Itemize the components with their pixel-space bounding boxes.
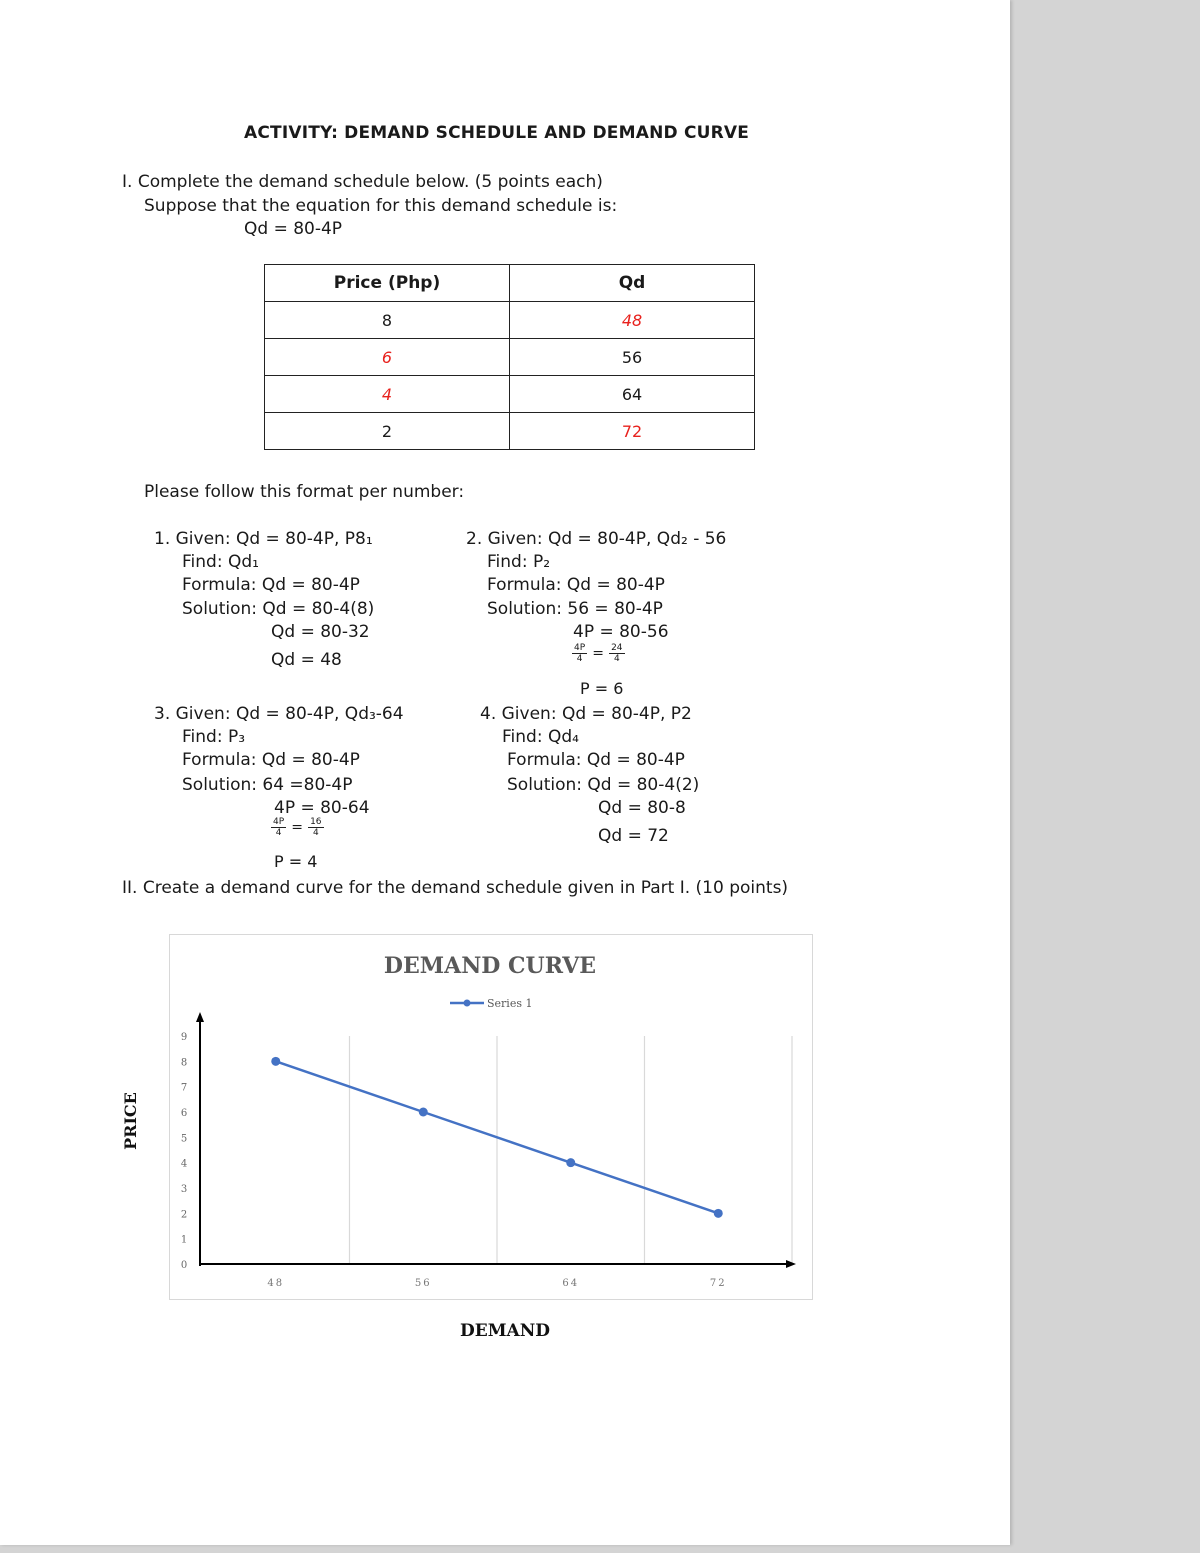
problem3-given: 3. Given: Qd = 80-4P, Qd₃-64 (154, 704, 404, 724)
problem4-given: 4. Given: Qd = 80-4P, P2 (480, 704, 692, 724)
column-header-price: Price (Php) (265, 265, 510, 302)
x-axis-label: DEMAND (460, 1321, 550, 1341)
y-tick-label: 2 (180, 1209, 188, 1221)
fraction-denominator: 4 (576, 654, 583, 664)
problem3-result: P = 4 (274, 852, 318, 871)
y-axis-arrow-icon (196, 1012, 204, 1022)
chart-title: DEMAND CURVE (383, 953, 597, 979)
legend-label: Series 1 (487, 997, 533, 1010)
data-point (566, 1158, 575, 1167)
problem1-result: Qd = 48 (271, 650, 342, 670)
y-tick-label: 9 (180, 1032, 188, 1043)
y-tick-label: 5 (180, 1133, 188, 1145)
problem1-find: Find: Qd₁ (182, 552, 259, 572)
part1-instruction: Suppose that the equation for this demand schedule is: (144, 196, 618, 216)
x-tick-label: 64 (562, 1278, 580, 1289)
problem2-formula: Formula: Qd = 80-4P (487, 575, 665, 595)
problem4-find: Find: Qd₄ (502, 727, 579, 747)
fraction-denominator: 4 (275, 828, 282, 838)
y-tick-label: 4 (180, 1158, 188, 1170)
chart-legend (450, 997, 532, 1010)
y-tick-label: 8 (180, 1057, 188, 1069)
format-note: Please follow this format per number: (144, 482, 465, 502)
problem1-step: Qd = 80-32 (271, 622, 370, 642)
price-answer-cell: 6 (265, 339, 510, 376)
y-tick-labels (181, 1032, 187, 1271)
column-header-qd: Qd (510, 265, 755, 302)
problem2-step: 4P = 80-56 (573, 622, 669, 642)
x-tick-labels (267, 1278, 726, 1289)
fraction-numerator: 4P (273, 817, 285, 827)
price-cell: 2 (265, 413, 510, 450)
qd-cell: 56 (510, 339, 755, 376)
y-tick-label: 3 (180, 1184, 188, 1195)
equals-sign: = (592, 645, 604, 662)
legend-marker (464, 1000, 471, 1007)
qd-answer-cell: 48 (510, 302, 755, 339)
problem1-solution: Solution: Qd = 80-4(8) (182, 599, 375, 619)
page-title: ACTIVITY: DEMAND SCHEDULE AND DEMAND CURVE (244, 123, 750, 143)
data-point (714, 1209, 723, 1218)
data-point (271, 1057, 280, 1066)
equals-sign: = (291, 819, 303, 836)
problem4-formula: Formula: Qd = 80-4P (507, 750, 685, 770)
fraction-denominator: 4 (312, 828, 319, 838)
chart-axes (196, 1012, 796, 1268)
fraction-numerator: 4P (574, 643, 586, 653)
problem2-given: 2. Given: Qd = 80-4P, Qd₂ - 56 (466, 529, 727, 549)
problem1-formula: Formula: Qd = 80-4P (182, 575, 360, 595)
problem2-solution: Solution: 56 = 80-4P (487, 599, 663, 619)
problem2-find: Find: P₂ (487, 552, 551, 572)
data-point (419, 1108, 428, 1117)
fraction-numerator: 16 (310, 817, 322, 827)
problem2-result: P = 6 (580, 679, 624, 698)
problem3-formula: Formula: Qd = 80-4P (182, 750, 360, 770)
x-tick-label: 48 (267, 1278, 285, 1289)
fraction-numerator: 24 (611, 643, 623, 653)
price-answer-cell: 4 (265, 376, 510, 413)
y-tick-label: 6 (180, 1108, 188, 1119)
x-tick-label: 56 (414, 1278, 432, 1289)
fraction-denominator: 4 (613, 654, 620, 664)
problem3-find: Find: P₃ (182, 727, 246, 747)
problem4-solution: Solution: Qd = 80-4(2) (507, 775, 700, 795)
y-tick-label: 1 (180, 1234, 188, 1246)
y-tick-label: 7 (180, 1082, 188, 1094)
problem1-given: 1. Given: Qd = 80-4P, P8₁ (154, 529, 373, 549)
part2-heading: II. Create a demand curve for the demand schedule given in Part I. (10 points) (122, 878, 789, 898)
qd-cell: 64 (510, 376, 755, 413)
problem3-step: 4P = 80-64 (274, 798, 370, 818)
problem4-result: Qd = 72 (598, 826, 669, 846)
equation: Qd = 80-4P (244, 219, 343, 239)
problem4-step: Qd = 80-8 (598, 798, 686, 818)
y-tick-label: 0 (180, 1260, 188, 1271)
chart-gridlines (350, 1036, 793, 1264)
x-tick-label: 72 (709, 1278, 727, 1289)
part1-heading: I. Complete the demand schedule below. (5 points each) (122, 172, 603, 192)
price-cell: 8 (265, 302, 510, 339)
x-axis-arrow-icon (786, 1260, 796, 1268)
problem3-solution: Solution: 64 =80-4P (182, 775, 353, 795)
y-axis-label: PRICE (121, 1092, 140, 1150)
qd-answer-cell: 72 (510, 413, 755, 450)
